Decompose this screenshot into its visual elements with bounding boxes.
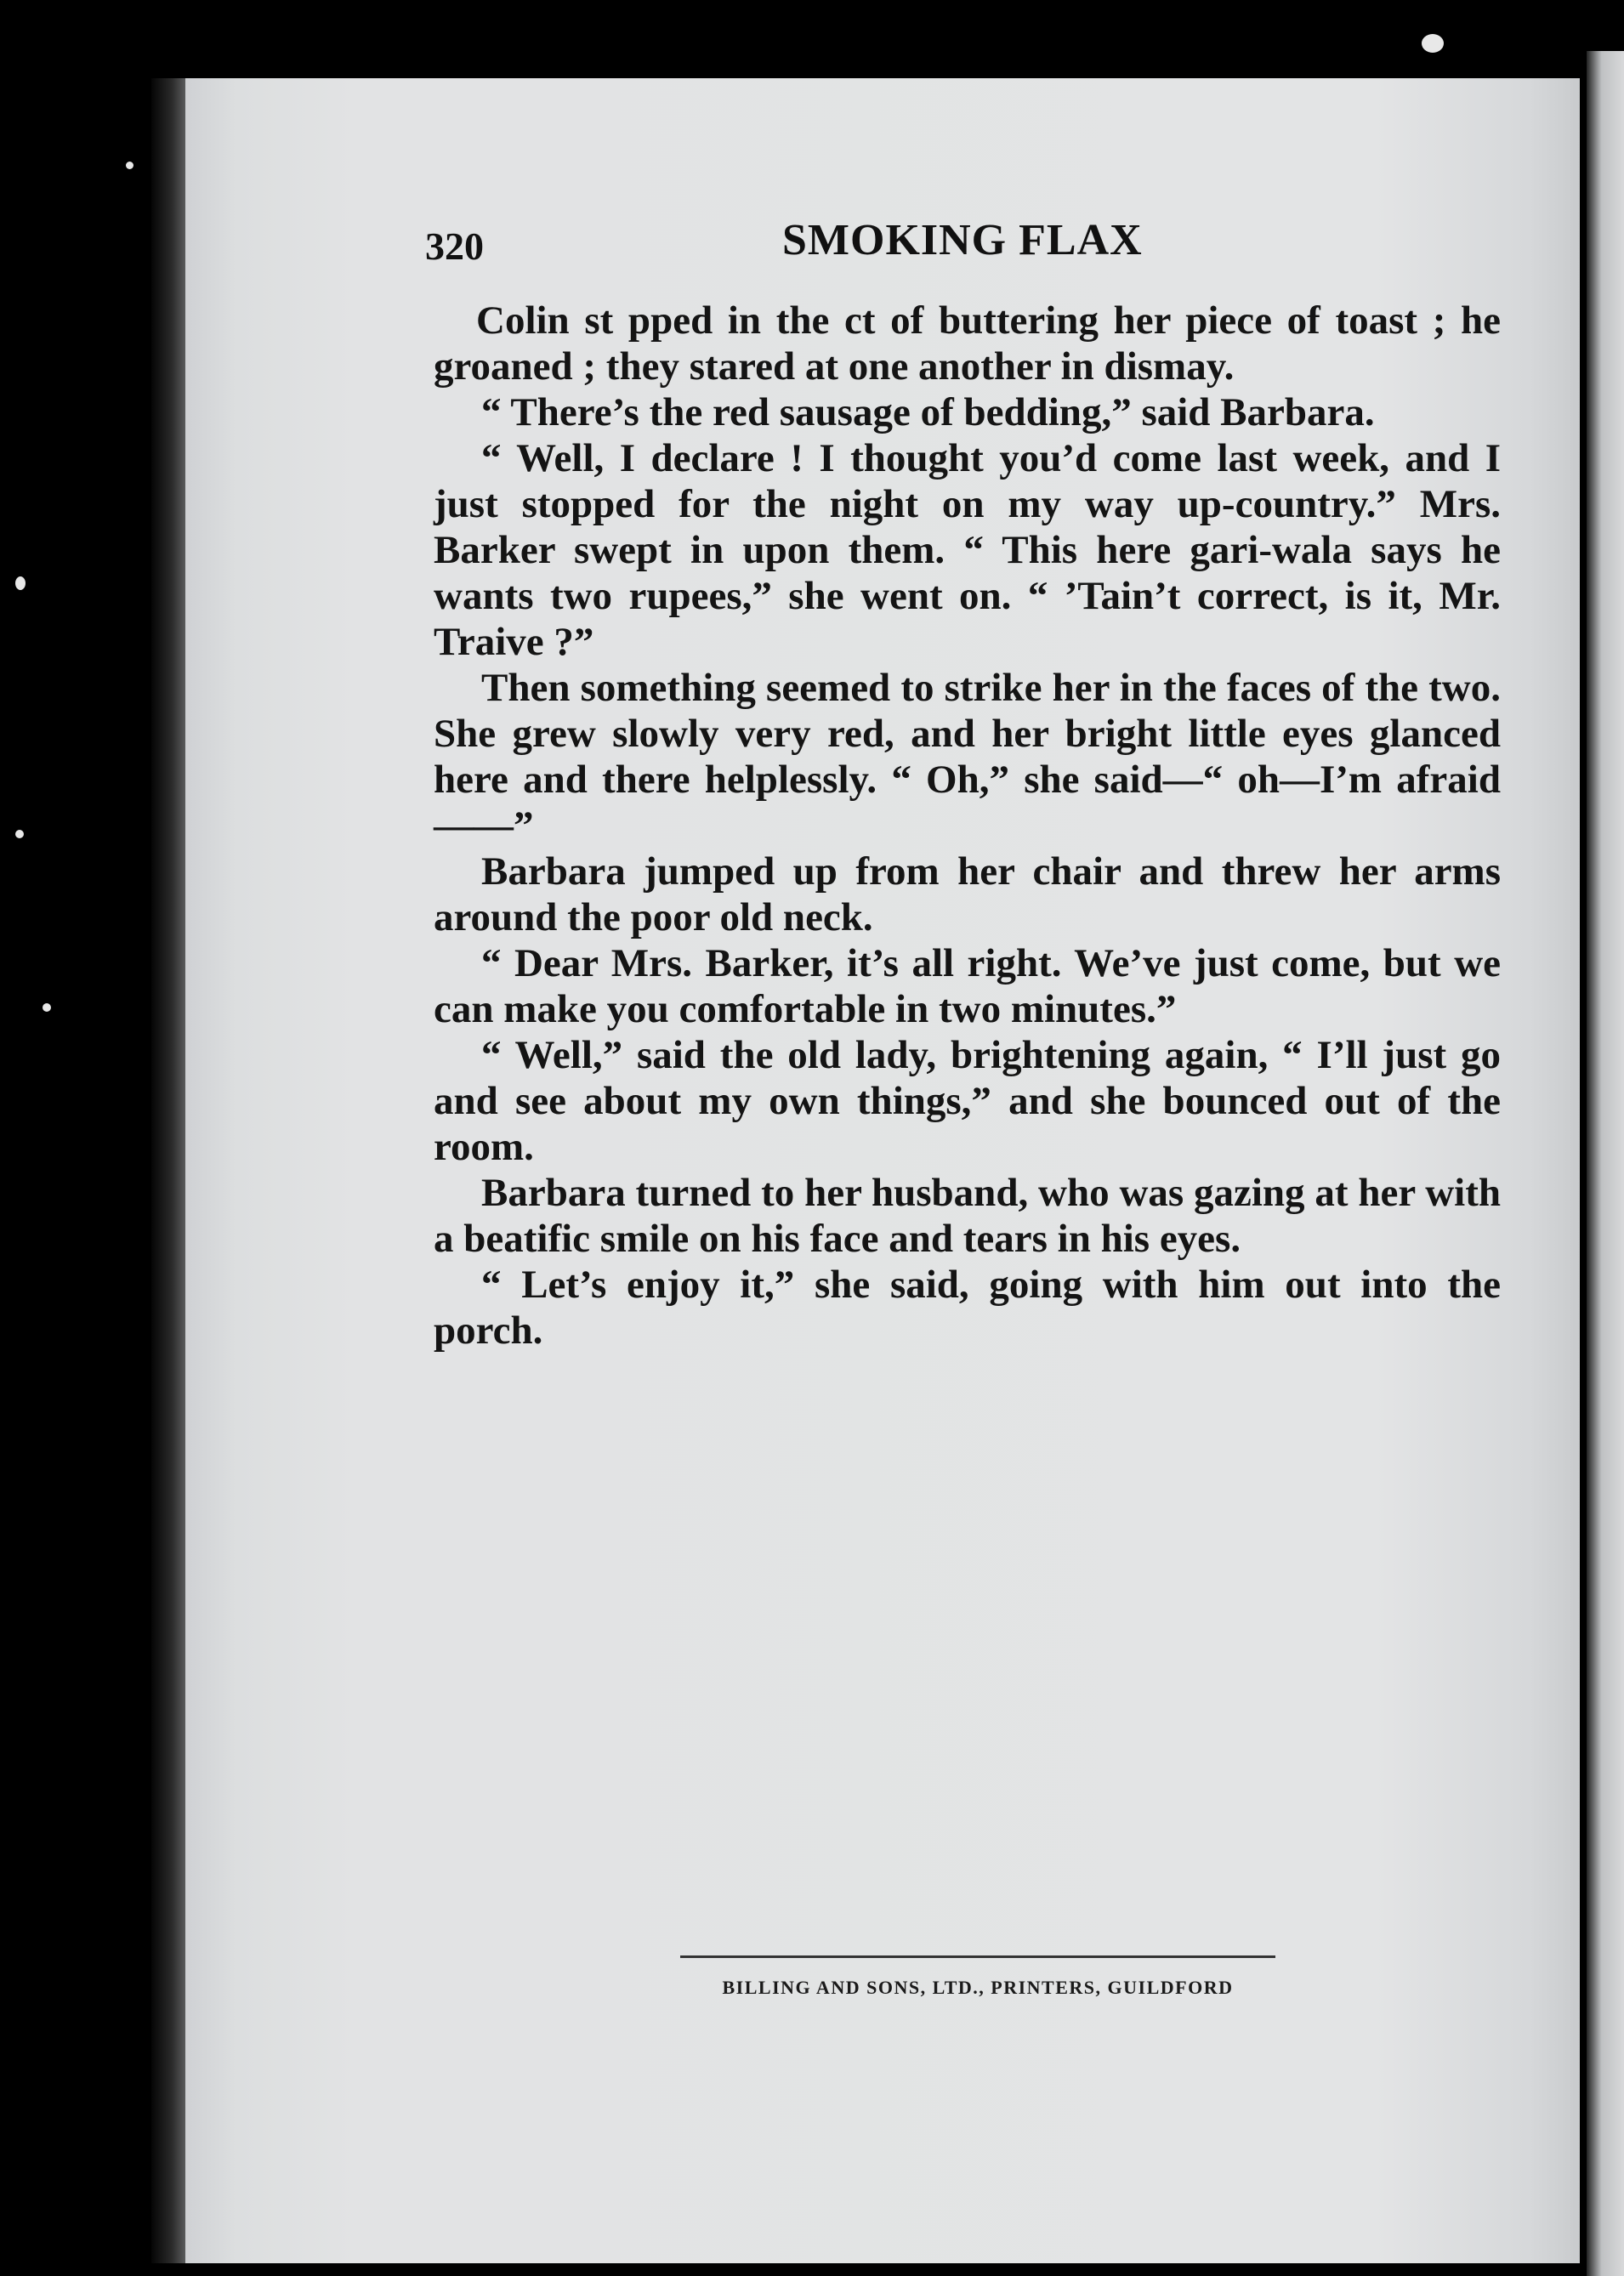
scan-speck <box>15 830 24 838</box>
paragraph: “ Let’s enjoy it,” she said, going with him out into the porch. <box>434 1263 1501 1353</box>
paragraph: Then something seemed to strike her in the faces of the two. She grew slowly very red, and her bright little eyes glanced here and there helplessly. “ Oh,” she said—“ oh—I’m afraid——” <box>434 666 1501 848</box>
paragraph: Barbara jumped up from her chair and threw her arms around the poor old neck. <box>434 849 1501 939</box>
facing-page-edge <box>1587 51 1624 2276</box>
paragraph: “ Dear Mrs. Barker, it’s all right. We’ve just come, but we can make you comfortable in two minutes.” <box>434 941 1501 1031</box>
paragraph: “ Well,” said the old lady, brightening again, “ I’ll just go and see about my own things,” and she bounced out of the room. <box>434 1033 1501 1169</box>
paragraph: “ There’s the red sausage of bedding,” said Barbara. <box>481 390 1375 434</box>
colophon <box>680 1955 1275 1999</box>
body-text <box>434 298 1501 1354</box>
paragraph: Colin st pped in the ct of buttering her piece of toast ; he groaned ; they stared at one another in dismay. <box>434 298 1501 389</box>
colophon-rule <box>680 1955 1275 1958</box>
scan-speck <box>1422 34 1444 53</box>
running-title: SMOKING FLAX <box>782 216 1143 264</box>
page-number: 320 <box>425 224 484 268</box>
printer-imprint: BILLING AND SONS, LTD., PRINTERS, GUILDFORD <box>722 1977 1234 1998</box>
scan-speck <box>126 162 133 169</box>
running-head <box>425 215 1505 283</box>
scan-speck <box>15 576 26 590</box>
scan-speck <box>43 1003 51 1012</box>
paragraph: “ Well, I declare ! I thought you’d come last week, and I just stopped for the night on my way up-country.” Mrs. Barker swept in upon them. “ This here gari-wala says he wants two rupees,” she went on. “ ’Tain’t correct, is it, Mr. Traive ?” <box>434 436 1501 664</box>
paragraph: Barbara turned to her husband, who was gazing at her with a beatific smile on his face and tears in his eyes. <box>434 1171 1501 1261</box>
